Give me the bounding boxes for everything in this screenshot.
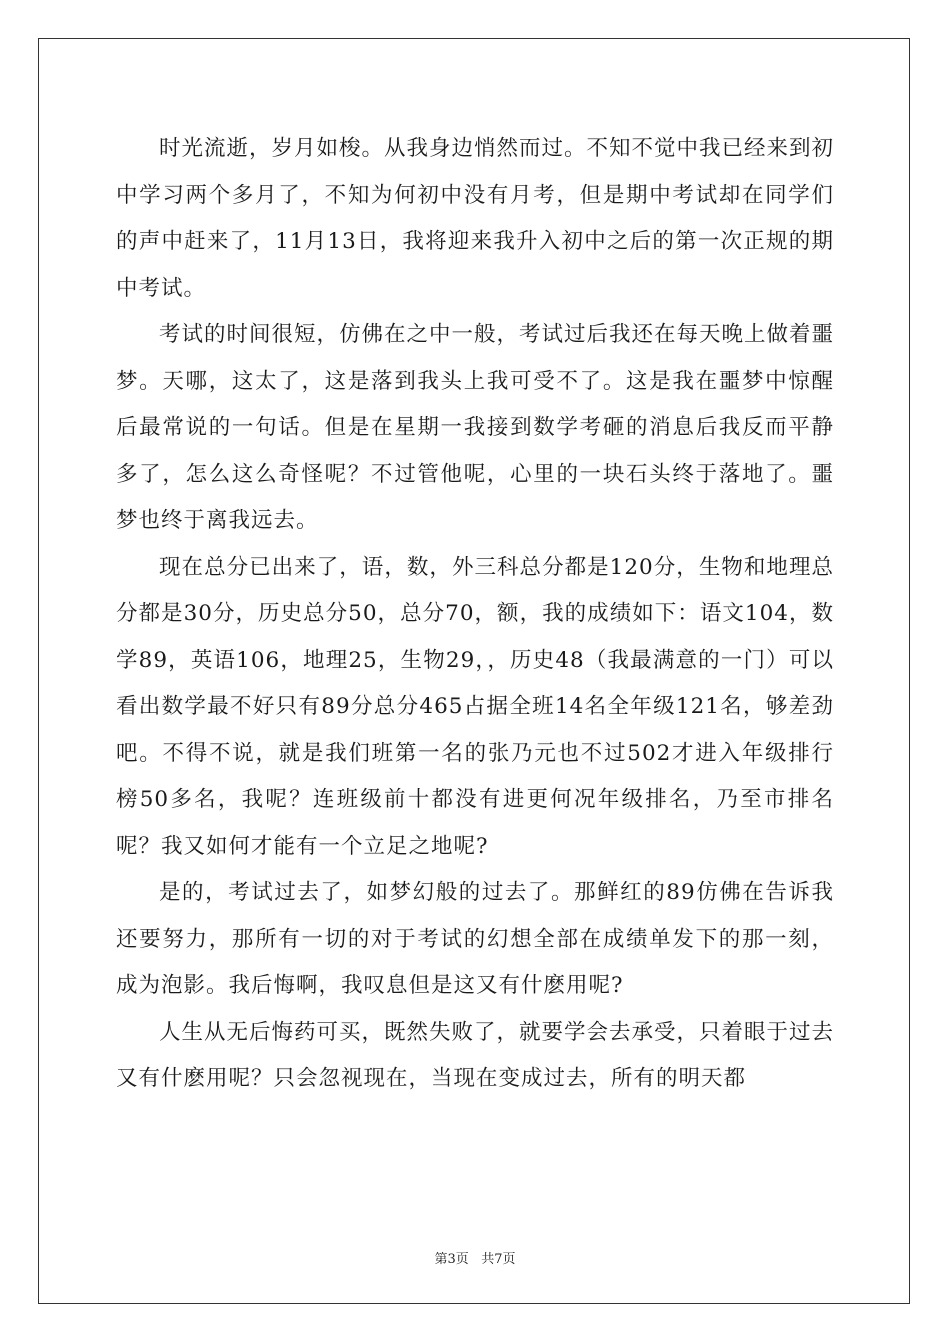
- paragraph-1: 时光流逝，岁月如梭。从我身边悄然而过。不知不觉中我已经来到初中学习两个多月了，不知为何初中没有月考，但是期中考试却在同学们的声中赶来了，11月13日，我将迎来我升入初中之后的第一次正规的期中考试。: [116, 136, 835, 301]
- paragraph-4: 是的，考试过去了，如梦幻般的过去了。那鲜红的89仿佛在告诉我还要努力，那所有一切的对于考试的幻想全部在成绩单发下的那一刻，成为泡影。我后悔啊，我叹息但是这又有什麽用呢?: [116, 880, 834, 998]
- paragraph-2: 考试的时间很短，仿佛在之中一般，考试过后我还在每天晚上做着噩梦。天哪，这太了，这是落到我头上我可受不了。这是我在噩梦中惊醒后最常说的一句话。但是在星期一我接到数学考砸的消息后我反而平静多了，怎么这么奇怪呢？不过管他呢，心里的一块石头终于落地了。噩梦也终于离我远去。: [116, 322, 835, 533]
- paragraph-5: 人生从无后悔药可买，既然失败了，就要学会去承受，只着眼于过去又有什麽用呢？只会忽视现在，当现在变成过去，所有的明天都: [116, 1019, 835, 1091]
- total-pages: 共7页: [481, 1252, 516, 1267]
- page-footer: [0, 1248, 950, 1267]
- document-body: [116, 126, 834, 1103]
- page-number: 第3页: [434, 1252, 469, 1267]
- paragraph-3: 现在总分已出来了，语，数，外三科总分都是120分，生物和地理总分都是30分，历史总分50，总分70，额，我的成绩如下：语文104，数学89，英语106，地理25，生物29，，历史48（我最满意的一门）可以看出数学最不好只有89分总分465占据全班14名全年级121名，够差劲吧。不得不说，就是我们班第一名的张乃元也不过502才进入年级排行榜50多名，我呢？连班级前十都没有进更何况年级排名，乃至市排名呢？我又如何才能有一个立足之地呢?: [116, 554, 834, 859]
